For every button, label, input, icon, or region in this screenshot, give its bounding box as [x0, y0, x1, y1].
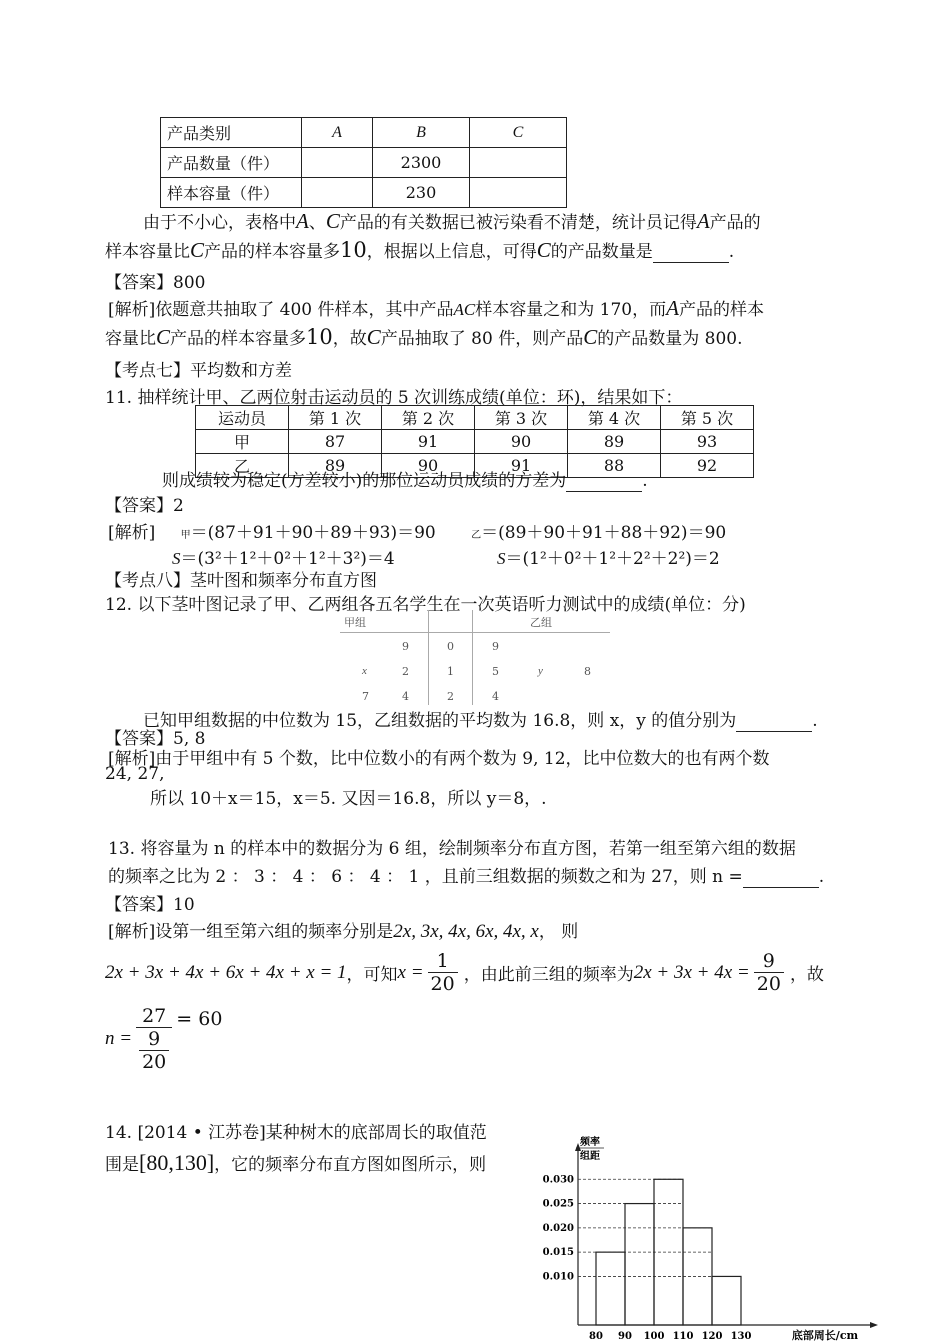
q10-text-a: 由于不小心，表格中 — [143, 213, 296, 233]
leaf-l0-1: 9 — [402, 640, 409, 653]
header-c: C — [470, 118, 567, 148]
q10-line2 — [105, 237, 734, 263]
sum-expr: 2x + 3x + 4x + 6x + 4x + x = 1 — [105, 961, 347, 983]
sub-jia: 甲 — [180, 530, 191, 541]
histogram-bar — [625, 1204, 654, 1325]
var-a: A — [696, 209, 710, 233]
answer-blank — [736, 711, 812, 732]
q10-solution-line1 — [108, 295, 764, 321]
answer-blank — [653, 242, 729, 263]
numerator: 27 — [136, 1005, 172, 1028]
frequency-histogram — [540, 1127, 940, 1342]
leaf-r0-0: 9 — [492, 640, 499, 653]
q10-text-e: 产品的样本容量多 — [204, 242, 341, 262]
shoot-r0c1: 87 — [289, 430, 382, 454]
row-sample-label: 样本容量（件） — [161, 178, 302, 208]
shoot-r0c5: 93 — [661, 430, 754, 454]
sol-text: ，故 — [332, 329, 367, 349]
leaf-r2-0: 4 — [492, 690, 499, 703]
sol-text: ， 则 — [538, 922, 579, 942]
numerator: 9 — [139, 1028, 169, 1051]
q11-mean-line — [108, 518, 726, 543]
var-c: C — [156, 325, 171, 349]
q10-text-b: 产品的有关数据已被污染看不清楚，统计员记得 — [339, 213, 697, 233]
denominator: 20 — [142, 1051, 167, 1073]
q12-sol2: 24, 27, — [105, 764, 165, 784]
leaf-r1-0: 5 — [492, 665, 499, 678]
x-tick-label: 100 — [643, 1331, 665, 1342]
header-a: A — [302, 118, 373, 148]
stem-leaf-left-rule — [428, 610, 429, 705]
q14-text: 围是 — [105, 1155, 139, 1175]
var-c: C — [190, 238, 205, 262]
cell-sample-c — [470, 178, 567, 208]
q10-text-c: 产品的 — [709, 213, 761, 233]
leaf-r1-1: y — [538, 665, 543, 677]
x-axis-label: 底部周长/cm — [791, 1329, 859, 1342]
q11-answer: 【答案】2 — [105, 496, 184, 516]
num-ten: 10 — [340, 238, 367, 262]
shoot-h5: 第 5 次 — [661, 406, 754, 430]
q12-ask — [143, 706, 818, 732]
q10-line1 — [143, 208, 761, 234]
var-c: C — [536, 238, 551, 262]
denominator: 20 — [430, 973, 455, 995]
header-product-category: 产品类别 — [161, 118, 302, 148]
sep: 、 — [308, 213, 326, 233]
var-a: A — [296, 209, 309, 233]
q13-line2-text: 的频率之比为 2 ： 3 ： 4 ： 6 ： 4 ： 1 ，且前三组数据的频数之和为 27，则 n = — [108, 867, 743, 887]
shoot-r1c3: 91 — [475, 454, 568, 478]
row-quantity-label: 产品数量（件） — [161, 148, 302, 178]
stem-leaf-top-rule — [340, 632, 610, 633]
shoot-h1: 第 1 次 — [289, 406, 382, 430]
q11-ask — [162, 466, 648, 492]
shoot-r1c1: 89 — [289, 454, 382, 478]
period: . — [812, 711, 818, 731]
left-group-title: 甲组 — [344, 616, 366, 629]
sol-text: 产品的样本容量多 — [170, 329, 307, 349]
fraction-27-over — [136, 1005, 172, 1073]
histogram-bar — [683, 1228, 712, 1325]
q13-sol2 — [105, 950, 824, 995]
q12-sol3: 所以 10＋x＝15，x＝5. 又因＝16.8，所以 y＝8，. — [150, 789, 547, 809]
var-c: C — [366, 325, 381, 349]
sol-text: 的产品数量为 800. — [597, 329, 743, 349]
denominator — [136, 1028, 172, 1073]
denominator: 20 — [756, 973, 781, 995]
sub-yi: 乙 — [471, 530, 482, 541]
shoot-h4: 第 4 次 — [568, 406, 661, 430]
shoot-h3: 第 3 次 — [475, 406, 568, 430]
x-tick-label: 90 — [618, 1331, 632, 1342]
var-s: S — [497, 549, 506, 568]
histogram-bar — [596, 1252, 625, 1325]
q13-line2 — [108, 862, 824, 888]
x-tick-label: 110 — [672, 1331, 694, 1342]
x-tick-label: 80 — [589, 1331, 603, 1342]
y-label-top: 频率 — [580, 1137, 600, 1148]
q14-line2 — [105, 1150, 486, 1176]
shoot-r0c4: 89 — [568, 430, 661, 454]
period: . — [818, 867, 825, 887]
stem-1: 1 — [447, 665, 454, 678]
answer-blank — [566, 471, 642, 492]
q10-text-g: 的产品数量是 — [550, 242, 653, 262]
q12-ask-text: 已知甲组数据的中位数为 15，乙组数据的平均数为 16.8，则 x，y 的值分别为 — [143, 711, 737, 731]
sol-text: ，故 — [789, 965, 824, 985]
leaf-l1-0: x — [362, 665, 367, 677]
sol-text: [解析]依题意共抽取了 400 件样本，其中产品 — [108, 300, 454, 320]
var-jia-expr: ＝(3²＋1²＋0²＋1²＋3²)＝4 — [180, 549, 395, 569]
shoot-r1c4: 88 — [568, 454, 661, 478]
period: . — [728, 242, 735, 262]
x-eq: x = — [397, 961, 424, 983]
q10-text-d: 样本容量比 — [105, 242, 190, 262]
sol-text: 产品的样本 — [678, 300, 764, 320]
leaf-l2-1: 4 — [402, 690, 409, 703]
leaf-l1-1: 2 — [402, 665, 409, 678]
x-axis-arrow — [870, 1322, 878, 1328]
cell-quantity-c — [470, 148, 567, 178]
product-table — [160, 117, 567, 208]
mean-jia: ＝(87＋91＋90＋89＋93)＝90 — [190, 523, 436, 543]
result: = 60 — [176, 1008, 223, 1030]
q11-ask-text: 则成绩较为稳定(方差较小)的那位运动员成绩的方差为 — [162, 471, 567, 491]
q13-result — [105, 1005, 222, 1073]
q12-sol1: [解析]由于甲组中有 5 个数，比中位数小的有两个数为 9, 12，比中位数大的也有两个数 — [108, 749, 770, 769]
q10-text-f: ，根据以上信息，可得 — [366, 242, 537, 262]
histogram-axes — [575, 1143, 878, 1328]
cell-quantity-a — [302, 148, 373, 178]
var-a: A — [666, 296, 679, 320]
shoot-r1c0: 乙 — [196, 454, 289, 478]
period: . — [642, 471, 648, 491]
shoot-r1c5: 92 — [661, 454, 754, 478]
leaf-l2-0: 7 — [362, 690, 369, 703]
q11-stem: 11. 抽样统计甲、乙两位射击运动员的 5 次训练成绩(单位：环)，结果如下： — [105, 388, 683, 408]
mean-yi: ＝(89＋90＋91＋88＋92)＝90 — [481, 523, 727, 543]
header-b: B — [373, 118, 470, 148]
q12-answer: 【答案】5, 8 — [105, 729, 206, 749]
shoot-r0c3: 90 — [475, 430, 568, 454]
kp7-heading: 【考点七】平均数和方差 — [105, 361, 292, 381]
numerator: 1 — [428, 950, 458, 973]
cell-sample-a — [302, 178, 373, 208]
shoot-r0c2: 91 — [382, 430, 475, 454]
cell-sample-b: 230 — [373, 178, 470, 208]
q13-line1: 13. 将容量为 n 的样本中的数据分为 6 组，绘制频率分布直方图，若第一组至第六组的数据 — [108, 839, 796, 859]
var-c: C — [583, 325, 598, 349]
stem-0: 0 — [447, 640, 454, 653]
var-s: S — [172, 549, 181, 568]
q12-stem: 12. 以下茎叶图记录了甲、乙两组各五名学生在一次英语听力测试中的成绩(单位：分) — [105, 595, 746, 615]
leaf-r1-2: 8 — [584, 665, 591, 678]
fraction-one-twentieth — [428, 950, 458, 995]
sol-text: 样本容量之和为 170，而 — [475, 300, 667, 320]
sol-expr: 2x, 3x, 4x, 6x, 4x, x — [393, 921, 539, 942]
y-tick-label: 0.025 — [542, 1198, 574, 1210]
cell-quantity-b: 2300 — [373, 148, 470, 178]
y-tick-label: 0.020 — [542, 1222, 574, 1234]
sol-text: 容量比 — [105, 329, 156, 349]
inner-fraction — [139, 1028, 169, 1073]
interval: [80,130] — [139, 1150, 215, 1175]
sum3-expr: 2x + 3x + 4x = — [633, 961, 750, 983]
x-tick-label: 130 — [730, 1331, 752, 1342]
shoot-h2: 第 2 次 — [382, 406, 475, 430]
var-c: C — [325, 209, 340, 233]
y-label-bottom: 组距 — [580, 1151, 600, 1162]
y-tick-label: 0.010 — [542, 1271, 574, 1283]
var-yi-expr: ＝(1²＋0²＋1²＋2²＋2²)＝2 — [505, 549, 720, 569]
fraction-nine-twentieth — [754, 950, 784, 995]
kp8-heading: 【考点八】茎叶图和频率分布直方图 — [105, 571, 377, 591]
q14-line1: 14. [2014 • 江苏卷]某种树木的底部周长的取值范 — [105, 1123, 487, 1143]
shoot-h0: 运动员 — [196, 406, 289, 430]
q13-answer: 【答案】10 — [105, 895, 195, 915]
shoot-r0c0: 甲 — [196, 430, 289, 454]
histogram-bar — [712, 1276, 741, 1325]
sol-text: 产品抽取了 80 件，则产品 — [380, 329, 584, 349]
num-ten: 10 — [306, 325, 333, 349]
histogram-labels — [543, 1135, 859, 1342]
n-eq: n = — [105, 1028, 133, 1049]
x-tick-label: 120 — [701, 1331, 723, 1342]
sol-text: ，可知 — [346, 965, 398, 985]
q10-answer: 【答案】800 — [105, 273, 206, 293]
stem-2: 2 — [447, 690, 454, 703]
sol-label: [解析] — [108, 523, 156, 543]
stem-leaf-right-rule — [472, 610, 473, 705]
y-tick-label: 0.015 — [542, 1247, 574, 1259]
sol-text: [解析]设第一组至第六组的频率分别是 — [108, 922, 394, 942]
q10-solution-line2 — [105, 324, 743, 350]
y-tick-label: 0.030 — [542, 1174, 574, 1186]
shoot-r1c2: 90 — [382, 454, 475, 478]
var-ac: AC — [453, 300, 476, 319]
stem-leaf-plot — [340, 610, 610, 705]
right-group-title: 乙组 — [530, 616, 552, 629]
q14-text: ，它的频率分布直方图如图所示，则 — [214, 1155, 487, 1175]
q13-sol1 — [108, 917, 578, 943]
sol-text: ，由此前三组的频率为 — [463, 965, 634, 985]
answer-blank — [743, 867, 819, 888]
q11-var-yi — [497, 544, 720, 569]
numerator: 9 — [754, 950, 784, 973]
